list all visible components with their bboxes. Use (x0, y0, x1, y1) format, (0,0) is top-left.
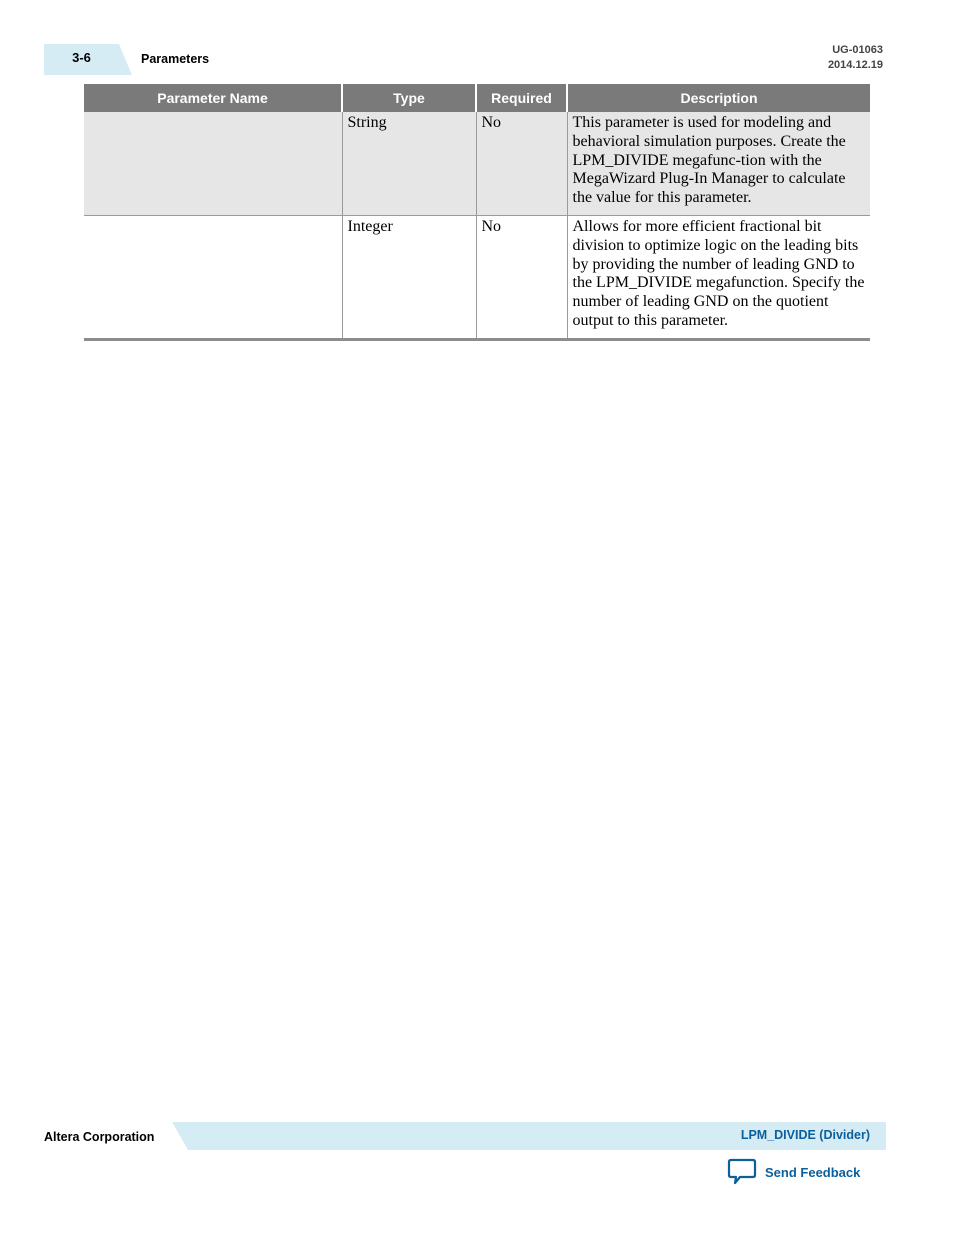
send-feedback-label[interactable]: Send Feedback (765, 1164, 861, 1180)
table-row (84, 112, 870, 215)
column-header-type: Type (342, 84, 476, 112)
page-number: 3-6 (72, 50, 91, 65)
column-header-description: Description (567, 84, 870, 112)
footer-doc-title[interactable]: LPM_DIVIDE (Divider) (740, 1128, 870, 1142)
doc-id-block (828, 43, 883, 73)
cell-type: Integer (342, 215, 476, 339)
cell-type: String (342, 112, 476, 215)
doc-date: 2014.12.19 (827, 59, 883, 71)
send-feedback-link[interactable] (727, 1158, 860, 1186)
speech-bubble-icon (727, 1158, 757, 1186)
cell-description: This parameter is used for modeling and behavioral simulation purposes. Create the LPM_DIVIDE megafunc-tion with the MegaWizard Plug-In Manager to calculate the value for this parameter. (567, 112, 870, 215)
cell-required: No (476, 215, 567, 339)
column-header-required: Required (476, 84, 567, 112)
cell-description: Allows for more efficient fractional bit division to optimize logic on the leading bits by providing the number of leading GND to the LPM_DIVIDE megafunction. Specify the number of leading GND on the quotient output to this parameter. (567, 215, 870, 339)
column-header-parameter-name: Parameter Name (84, 84, 342, 112)
table-row (84, 215, 870, 339)
footer-company: Altera Corporation (44, 1130, 155, 1144)
doc-id: UG-01063 (832, 44, 883, 56)
cell-required: No (476, 112, 567, 215)
parameters-table (84, 84, 870, 341)
section-title: Parameters (141, 52, 210, 66)
cell-parameter-name (84, 215, 342, 339)
cell-parameter-name (84, 112, 342, 215)
table-header-row (84, 84, 870, 112)
